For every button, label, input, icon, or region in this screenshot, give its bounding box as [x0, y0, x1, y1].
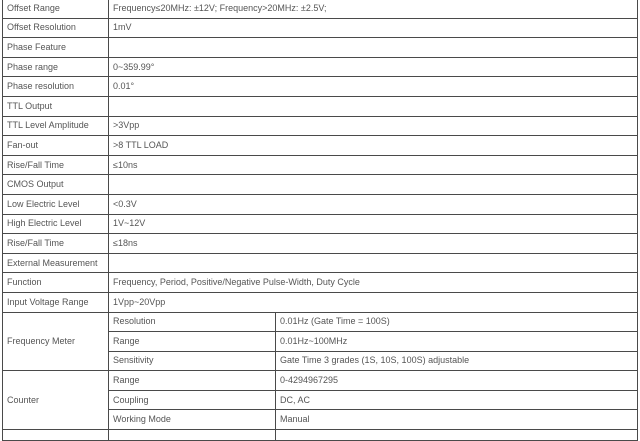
sub-value: 0-4294967295 — [276, 371, 638, 391]
spec-label: High Electric Level — [3, 214, 109, 234]
table-row — [3, 96, 638, 116]
table-row — [3, 116, 638, 136]
spec-label: TTL Output — [3, 96, 109, 116]
group-label: Frequency Meter — [3, 312, 109, 371]
spec-label: Fan-out — [3, 136, 109, 156]
spec-value: 1mV — [109, 18, 638, 38]
spec-value: 1Vpp~20Vpp — [109, 292, 638, 312]
sub-label: Working Mode — [109, 410, 276, 430]
table-row — [3, 214, 638, 234]
sub-label: Range — [109, 332, 276, 352]
spec-label: TTL Level Amplitude — [3, 116, 109, 136]
sub-value: DC, AC — [276, 390, 638, 410]
table-row — [3, 371, 638, 391]
sub-value: Manual — [276, 410, 638, 430]
empty-cell — [3, 430, 109, 441]
table-row — [3, 194, 638, 214]
group-label: Counter — [3, 371, 109, 430]
spec-label: Low Electric Level — [3, 194, 109, 214]
spec-value: <0.3V — [109, 194, 638, 214]
sub-label: Resolution — [109, 312, 276, 332]
spec-value: Frequency, Period, Positive/Negative Pulse-Width, Duty Cycle — [109, 273, 638, 293]
table-row — [3, 77, 638, 97]
spec-value: >8 TTL LOAD — [109, 136, 638, 156]
spec-label: Rise/Fall Time — [3, 234, 109, 254]
table-row — [3, 18, 638, 38]
table-row — [3, 430, 638, 441]
spec-value — [109, 175, 638, 195]
spec-label: Phase Feature — [3, 38, 109, 58]
sub-label: Sensitivity — [109, 351, 276, 371]
sub-label: Range — [109, 371, 276, 391]
table-row — [3, 175, 638, 195]
table-row — [3, 292, 638, 312]
sub-value: 0.01Hz~100MHz — [276, 332, 638, 352]
spec-table — [2, 0, 638, 441]
table-row — [3, 312, 638, 332]
spec-value: 1V~12V — [109, 214, 638, 234]
spec-value: Frequency≤20MHz: ±12V; Frequency>20MHz: ±2.5V; — [109, 0, 638, 18]
spec-value — [109, 38, 638, 58]
table-row — [3, 0, 638, 18]
spec-label: Offset Range — [3, 0, 109, 18]
empty-cell — [276, 430, 638, 441]
spec-value: ≤18ns — [109, 234, 638, 254]
spec-value: 0~359.99° — [109, 57, 638, 77]
spec-value — [109, 253, 638, 273]
table-row — [3, 234, 638, 254]
table-row — [3, 273, 638, 293]
table-row — [3, 57, 638, 77]
spec-value: >3Vpp — [109, 116, 638, 136]
table-row — [3, 38, 638, 58]
sub-value: Gate Time 3 grades (1S, 10S, 100S) adjustable — [276, 351, 638, 371]
empty-cell — [109, 430, 276, 441]
sub-value: 0.01Hz (Gate Time = 100S) — [276, 312, 638, 332]
spec-label: Phase range — [3, 57, 109, 77]
sub-label: Coupling — [109, 390, 276, 410]
spec-label: External Measurement — [3, 253, 109, 273]
table-row — [3, 253, 638, 273]
spec-value — [109, 96, 638, 116]
spec-label: Offset Resolution — [3, 18, 109, 38]
spec-value: 0.01° — [109, 77, 638, 97]
spec-label: Function — [3, 273, 109, 293]
table-row — [3, 155, 638, 175]
spec-label: Phase resolution — [3, 77, 109, 97]
table-row — [3, 136, 638, 156]
spec-label: Rise/Fall Time — [3, 155, 109, 175]
spec-label: Input Voltage Range — [3, 292, 109, 312]
spec-label: CMOS Output — [3, 175, 109, 195]
spec-value: ≤10ns — [109, 155, 638, 175]
